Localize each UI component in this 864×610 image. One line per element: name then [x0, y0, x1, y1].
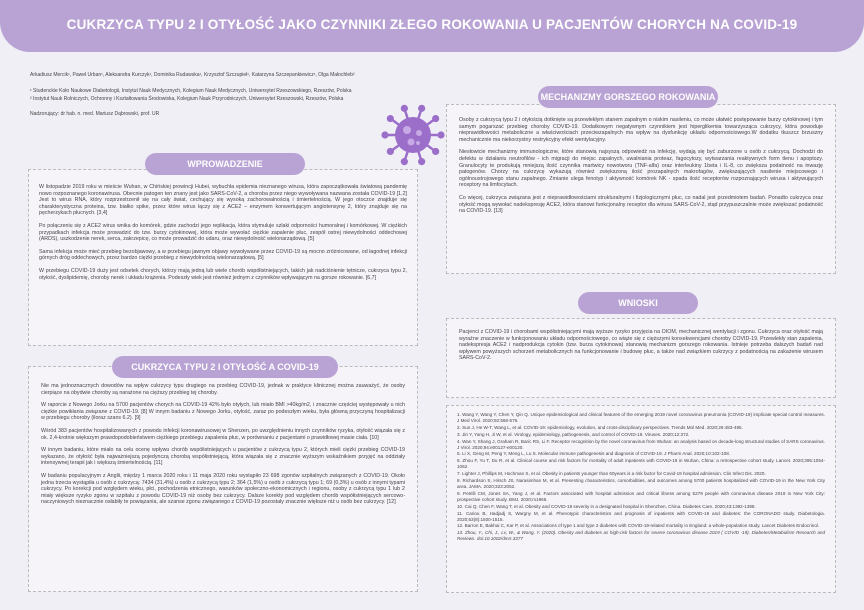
- intro-heading: WPROWADZENIE: [145, 153, 305, 175]
- reference-item: 10. Cai Q, Chen F, Wang T, et al. Obesity and COVID-19 severity in a designated hospital in Shenzhen, China. Diabetes Care. 2020;43:1392-1398.: [457, 503, 756, 509]
- mechanisms-heading: MECHANIZMY GORSZEGO ROKOWANIA: [538, 86, 718, 108]
- diabetes-paragraph: Nie ma jednoznacznych dowodów na wpływ cukrzycy typu drugiego na przebieg COVID-19, jednak w praktyce klinicznej można zauważyć, że osoby cierpiące na obydwie choroby są narażone na cięższy przebieg tej choroby.: [41, 383, 405, 396]
- supervisor: Nadzorujący: dr hab. n. med. Mariusz Dąbrowski, prof. UR: [30, 111, 160, 117]
- affiliation-2: ² Instytut Nauk Rolniczych, Ochronny i Kształtowania Środowiska, Kolegium Nauk Przyrodniczych, Uniwersytet Rzeszowski, Rzeszów, Polska: [30, 96, 344, 102]
- reference-item: 11. Cariou B, Hadjadj S, Wargny M, et al. Phenotypic characteristics and prognosis of inpatients with COVID-19 and diabetes: the CORONADO study. Diabetologia. 2020;63(8):1500-1515.: [457, 510, 825, 522]
- reference-item: 4. Wan Y, Shang J, Graham R, Baric RS, Li F. Receptor recognition by the novel coronavirus from Wuhan: an analysis based on decade-long structural studies of SARS coronavirus. J Virol. 2020;94:e00127-e00120.: [457, 438, 825, 450]
- diabetes-heading: CUKRZYCA TYPU 2 I OTYŁOŚĆ A COVID-19: [112, 356, 338, 378]
- intro-paragraph: W przebiegu COVID-19 duży jest odsetek chorych, którzy mają jedną lub wiele chorób współistniejących, takich jak nadciśnienie tętnicze, cukrzyca typu 2, otyłość, dyslipidemię, choroby nerek i układu krążenia. Podeszły wiek jest również jednym z czynników wpływającym na gorsze rokowanie. [6,7]: [39, 267, 407, 281]
- diabetes-paragraph: W raporcie z Nowego Jorku na 5700 pacjentów chorych na COVID-19 42% było otyłych, lub miało BMI >40kg/m2, i znacznie częściej występowały u nich ciężkie powikłania związane z COVID-19. [8] W innym badaniu z Nowego Jorku, otyłość, zaraz po podeszłym wieku, była główną przyczyną hospitalizacji w przebiegu choroby (iloraz szans 6.2). [9]: [41, 402, 405, 422]
- reference-item: 2. Sun J, He W-T, Wang L, et al. COVID-19: epidemiology, evolution, and cross-disciplinary perspectives. Trends Mol Med. 2020;26:483-495.: [457, 424, 743, 430]
- conclusions-text: [459, 329, 823, 362]
- references-list: [457, 412, 825, 542]
- intro-box: [28, 169, 418, 346]
- mechanisms-paragraph: Osoby z cukrzycą typu 2 i otyłością dotknięte są przewlekłym stanem zapalnym o niskim nasileniu, co może ułatwić postępowanie burzy cytokinowej i tym samym pogarszać przebieg choroby COVID-19. Dodatkowym negatywnym czynnikiem jest hiperglikemia towarzysząca cukrzycy, która powoduje nieprawidłowości metaboliczne a właściwościach przeciwzapalnych ma wpływ na dysfunkcję układu odpornościowego.W dodatku tkuszcz brzuszny mechanicznie ma niekorzystny restrykcyjny efekt wentylacyjny.: [459, 117, 823, 143]
- reference-item: 5. Li X, Geng M, Peng Y, Meng L, Lu S. Molecular immune pathogenesis and diagnosis of COVID-19. J Pharm Anal. 2020;10:102-108.: [457, 451, 731, 457]
- conclusions-paragraph: Pacjenci z COVID-19 i chorobami współistniejącymi mają wyższe ryzyko przyjęcia na OIOM, mechanicznej wentylacji i zgonu. Cukrzyca oraz otyłość mają wyraźne znaczenie w funkcjonowaniu układu odpornościowego, co wiąże się z cięższymi konsekwencjami choroby COVID-19. Przewlekły stan zapalenia, nadekspresja ACE2 i nadprodukcja cytokin (tzw. burza cytokinowa) stanowią mechanizm gorszego rokowania. Istnieje potrzeba dalszych badań nad wpływem powyższych schorzeń metabolicznych na funkcjonowanie i budowę płuc, a także nad związkiem cukrzycy z podatnością na zakażenie wirusem SARS-CoV-2.: [459, 329, 823, 362]
- conclusions-heading: WNIOSKI: [578, 292, 698, 314]
- reference-item: 1. Wang Y, Wang Y, Chen Y, Qin Q. Unique epidemiological and clinical features of the emerging 2019 novel coronavirus pneumonia (COVID-19) implicate special control measures. J Med Virol. 2020;92:568-576.: [457, 412, 825, 423]
- references-box: [446, 405, 836, 593]
- title-banner: [0, 0, 864, 52]
- mechanisms-paragraph: Niesłowicie mechanizmy immunologiczne, które stanowią najsyszą odpowiedź na infekcję, wydają się być zaburzone u osób z cukrzycą. Dochodzi do defektu w działaniu neutrofilów - ich migracji do miejsc zapalnych, uwalniania proteaz, fagocytozy, wytwarzania reaktywnych form tlenu i apoptozy. Granulocyty te produkują mniejszą ilość czynnika martwicy nowotworu (TNF-alfa) oraz interleukiny 1beta i IL-8, co zwiększa podatność na inwazję patogenów. Chorzy na cukrzycę wykazują również zwiększoną ilość prozapalnych makrofagów, zwiększających nasilenie miejscowego i ogólnoustrojowego stanu zapalnego. Zmianie ulega fenotyp i aktywność komórek NK - spada ilość receptorów rozpoznających wirusa i aktywujących receptory na limfocytach.: [459, 149, 823, 189]
- reference-item: 3. Jin Y, Yang H, Ji W, et al. Virology, epidemiology, pathogenesis, and control of COVID-19. Viruses. 2020;12:372.: [457, 431, 690, 437]
- intro-paragraph: Po połączeniu się z ACE2 wirus wnika do komórek, gdzie zachodzi jego replikacja, która stymuluje szlaki odporności humoralnej i komórkowej. W ciężkich przypadkach infekcja może prowadzić do tzw. burzy cytokinowej, która może wywołać ciężkie zapalenie płuc, zespół ostrej niewydolności oddechowej (ARDS), uszkodzenie nerek, serca, zakrzepicę, co może prowadzić do udaru, oraz niewydolność wielonarządową. [5]: [39, 222, 407, 243]
- intro-paragraph: Sama infekcja może mieć przebieg bezobjawowy, a w przebiegu jawnym objawy wywoływane przez COVID-19 są mocno zróżnicowane, od łagodnej infekcji górnych dróg oddechowych, przez bardzo ciężki przebieg z niewydolnością wielonarządową. [5]: [39, 248, 407, 262]
- virus-icon: [378, 100, 448, 170]
- mechanisms-box: [446, 104, 836, 274]
- intro-paragraph: W listopadzie 2019 roku w mieście Wuhan, w Chińskiej prowincji Hubei, wybuchła epidemia nieznanego wirusa, która zapoczątkowała światową pandemię nowo rozpoznanego koronawirusa. Obecnie patogen ten znany jest jako SARS-CoV-2, a choroba przez niego wywoływana nazwana została COVID-19 [1,2] Jest to wirus RNA, który rozprzestrzenił się na cały świat, cechujący się wysoką zachorowalnością i śmiertelnością. W jego otoczce znajduje się charakterystyczna proteina, tzw. białko spike, przez które wirus łączy się z ACE2 – enzymem konwertującym angiotensynę 2, który znajduje się na pęcherzykach płucnych. [3,4]: [39, 184, 407, 217]
- affiliation-1: ¹ Studenckie Koło Naukowe Diabetologii, Instytut Nauk Medycznych, Kolegium Nauk Medycznych, Uniwersytet Rzeszowskiego, Rzeszów, Polska: [30, 88, 352, 94]
- reference-item: 8. Richardson S, Hirsch JS, Narasimhan M, et al. Presenting characteristics, comorbidities, and outcomes among 5700 patients hospitalized with COVID-19 in the New York City area. JAMA. 2020;323:2052.: [457, 478, 825, 489]
- reference-item: 7. Lighter J, Phillips M, Hochman S, et al. Obesity in patients younger than 60years is a risk factor for Covid-19 hospital admission. Clin Infect Dis. 2020.: [457, 471, 766, 477]
- diabetes-text: [41, 383, 405, 506]
- diabetes-paragraph: W badaniu populacyjnym z Anglii, między 1 marca 2020 roku i 11 maja 2020 roku wystąpiło 23 698 zgonów szpitalnych związanych z COVID-19. Około jedna trzecia wystąpiła u osób z cukrzycą: 7434 (31,4%) u osób z cukrzycą typu 2; 364 (1,5%) u osób z cukrzycą typu 1; 69 (0,3%) u osób z innymi typami cukrzycy. Po korekcji pod względem wieku, płci, pochodzenia etnicznego, warunków społeczno-ekonomicznych i regionu, osoby z cukrzycą typu 1 lub 2 miały większe ryzyko zgonu w szpitalu z powodu COVID-19 niż osoby bez cukrzycy. Dalsze korekty pod względem chorób współistniejących sercowo-naczyniowych nieznacznie osłabiły te powiązania, ale szanse zgonu związanego z COVID-19 pozostały znacznie większe niż u osób bez cukrzycy. [12]: [41, 472, 405, 506]
- mechanisms-paragraph: Co więcej, cukrzyca związana jest z nieprawidłowościami strukturalnymi i fizjologicznymi płuc, co nadal jest przedmiotem badań. Ponadto cukrzyca oraz otyłość mogą wywołać nadekspresję ACE2, która stanowi funkcjonalny receptor dla wirusa SARS-CoV-2, stąd przypuszczalnie może zwiększać podatność na COVID-19. [13]: [459, 194, 823, 215]
- intro-text: [39, 184, 407, 281]
- diabetes-box: [28, 366, 418, 592]
- reference-item: 9. Petrilli CM, Jones SA, Yang J, et al. Factors associated with hospital admission and critical illness among 5279 people with coronavirus disease 2019 in New York City: prospective cohort study. BMJ. 2020;m1966.: [457, 490, 825, 502]
- conclusions-box: [446, 318, 836, 398]
- reference-item: 13. Zhou, Y., Chi, J., Lv, W., & Wang, Y. (2020). Obesity and diabetes as high-risk factors for severe coronavirus disease 2019 ( COVID -19). Diabetes/Metabolism Research and Reviews. doi:10.1002/dmrr.3377: [457, 530, 825, 542]
- diabetes-paragraph: W innym badaniu, które miało na celu ocenę wpływu chorób współistniejących u pacjentów z cukrzycą typu 2, których mieli ciężki przebieg COVID-19 wykazano, że otyłość była najważniejszą pojedynczą chorobą współistniejącą, która wiązała się z znacznie wyższym wskaźnikiem przyjęć na oddziały intensywnej terapii jak i większą śmiertelnością. [11]: [41, 447, 405, 467]
- authors: Arkadiusz Mercik¹, Paweł Urban¹, Aleksandra Kurczyk¹, Dominika Rudawska¹, Krzysztof Szczupieł¹, Katarzyna Szczepankiewicz¹, Olga Małochleb²: [30, 72, 355, 78]
- reference-item: 12. Barron E, Bakhai C, Kar P, et al. Associations of type 1 and type 2 diabetes with COVID-19-related mortality in England: a whole-population study. Lancet Diabetes Endocrinol.: [457, 523, 820, 529]
- poster-title: CUKRZYCA TYPU 2 I OTYŁOŚĆ JAKO CZYNNIKI ZŁEGO ROKOWANIA U PACJENTÓW CHORYCH NA COVID-19: [66, 17, 798, 32]
- reference-item: 6. Zhou F, Yu T, Du R, et al. Clinical course and risk factors for mortality of adult inpatients with COVID-19 in Wuhan, China: a retrospective cohort study. Lancet. 2020;395:1054-1062.: [457, 458, 825, 470]
- mechanisms-text: [459, 117, 823, 215]
- diabetes-paragraph: Wśród 383 pacjentów hospitalizowanych z powodu infekcji koronawirusowej w Shenzen, po uwzględnieniu innych czynników ryzyka, otyłość wiązała się z ok. 2,4-krotnie większym prawdopodobieństwem ciężkiego przebiegu zapalenia płuc, w porównaniu z pacjentami o prawidłowej masie ciała. [10]: [41, 427, 405, 441]
